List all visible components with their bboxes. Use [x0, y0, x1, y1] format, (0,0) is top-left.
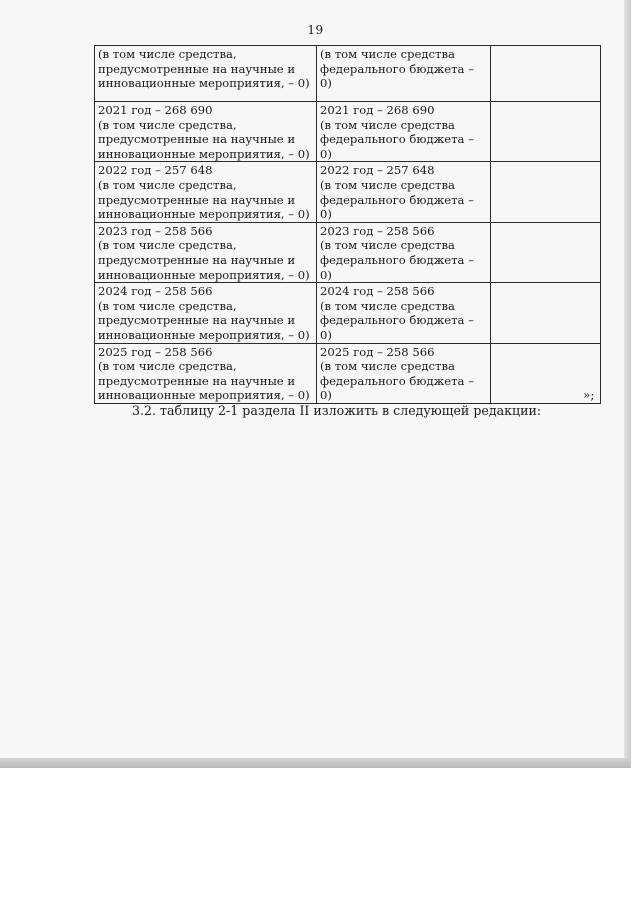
cell-line: предусмотренные на научные и	[98, 61, 296, 76]
table-cell	[491, 162, 601, 222]
cell-line: предусмотренные на научные и	[98, 132, 296, 147]
table-cell	[317, 46, 491, 102]
table-cell	[95, 46, 317, 102]
cell-line: (в том числе средства	[320, 117, 455, 132]
table-row	[95, 283, 601, 343]
cell-line: 2023 год – 258 566	[98, 223, 213, 238]
cell-line: 0)	[320, 267, 332, 282]
table-cell	[317, 222, 491, 282]
cell-line: инновационные мероприятия, – 0)	[98, 76, 310, 91]
scan-edge-bottom	[0, 758, 631, 768]
cell-line: (в том числе средства,	[98, 359, 237, 374]
cell-line: федерального бюджета –	[320, 252, 474, 267]
cell-line: 0)	[320, 207, 332, 222]
cell-line: 2025 год – 258 566	[320, 344, 435, 359]
scan-edge-right	[624, 0, 631, 766]
cell-line: инновационные мероприятия, – 0)	[98, 207, 310, 222]
cell-line: федерального бюджета –	[320, 313, 474, 328]
cell-line: 2021 год – 268 690	[98, 103, 213, 117]
cell-line: предусмотренные на научные и	[98, 192, 296, 207]
cell-line: инновационные мероприятия, – 0)	[98, 146, 310, 161]
cell-line: 0)	[320, 327, 332, 342]
cell-line: предусмотренные на научные и	[98, 252, 296, 267]
table-cell	[491, 102, 601, 162]
table-row	[95, 162, 601, 222]
funding-table	[94, 45, 601, 404]
table-cell	[95, 222, 317, 282]
cell-line: 2024 год – 258 566	[98, 284, 213, 299]
cell-line: (в том числе средства	[320, 177, 455, 192]
table-cell	[317, 343, 491, 403]
table-row	[95, 343, 601, 403]
closing-quote: »;	[583, 388, 595, 402]
cell-line: (в том числе средства,	[98, 117, 237, 132]
cell-line: (в том числе средства	[320, 359, 455, 374]
cell-line: 0)	[320, 76, 332, 91]
cell-line: федерального бюджета –	[320, 192, 474, 207]
table-row	[95, 102, 601, 162]
table-cell	[491, 222, 601, 282]
cell-line: 0)	[320, 146, 332, 161]
cell-line: 2021 год – 268 690	[320, 103, 435, 117]
cell-line: 2022 год – 257 648	[98, 163, 213, 178]
table-cell	[317, 283, 491, 343]
cell-line: предусмотренные на научные и	[98, 373, 296, 388]
cell-line: (в том числе средства	[320, 47, 455, 61]
cell-line: (в том числе средства,	[98, 298, 237, 313]
cell-line: предусмотренные на научные и	[98, 313, 296, 328]
table-cell	[95, 162, 317, 222]
table-cell	[95, 102, 317, 162]
amendment-paragraph: 3.2. таблицу 2-1 раздела II изложить в следующей редакции:	[132, 403, 542, 418]
table-row	[95, 222, 601, 282]
funding-table-body	[95, 46, 601, 404]
cell-line: (в том числе средства,	[98, 177, 237, 192]
cell-line: 2022 год – 257 648	[320, 163, 435, 178]
table-cell	[95, 283, 317, 343]
table-cell	[317, 102, 491, 162]
table-row	[95, 46, 601, 102]
cell-line: (в том числе средства	[320, 238, 455, 253]
cell-line: инновационные мероприятия, – 0)	[98, 327, 310, 342]
cell-line: инновационные мероприятия, – 0)	[98, 388, 310, 403]
table-cell	[491, 283, 601, 343]
cell-line: федерального бюджета –	[320, 132, 474, 147]
cell-line: 2023 год – 258 566	[320, 223, 435, 238]
table-cell	[491, 46, 601, 102]
table-cell	[95, 343, 317, 403]
cell-line: федерального бюджета –	[320, 373, 474, 388]
cell-line: федерального бюджета –	[320, 61, 474, 76]
cell-line: (в том числе средства,	[98, 47, 237, 61]
table-cell	[317, 162, 491, 222]
cell-line: 2025 год – 258 566	[98, 344, 213, 359]
cell-line: (в том числе средства,	[98, 238, 237, 253]
cell-line: инновационные мероприятия, – 0)	[98, 267, 310, 282]
cell-line: (в том числе средства	[320, 298, 455, 313]
cell-line: 0)	[320, 388, 332, 403]
page-number: 19	[307, 23, 324, 37]
cell-line: 2024 год – 258 566	[320, 284, 435, 299]
